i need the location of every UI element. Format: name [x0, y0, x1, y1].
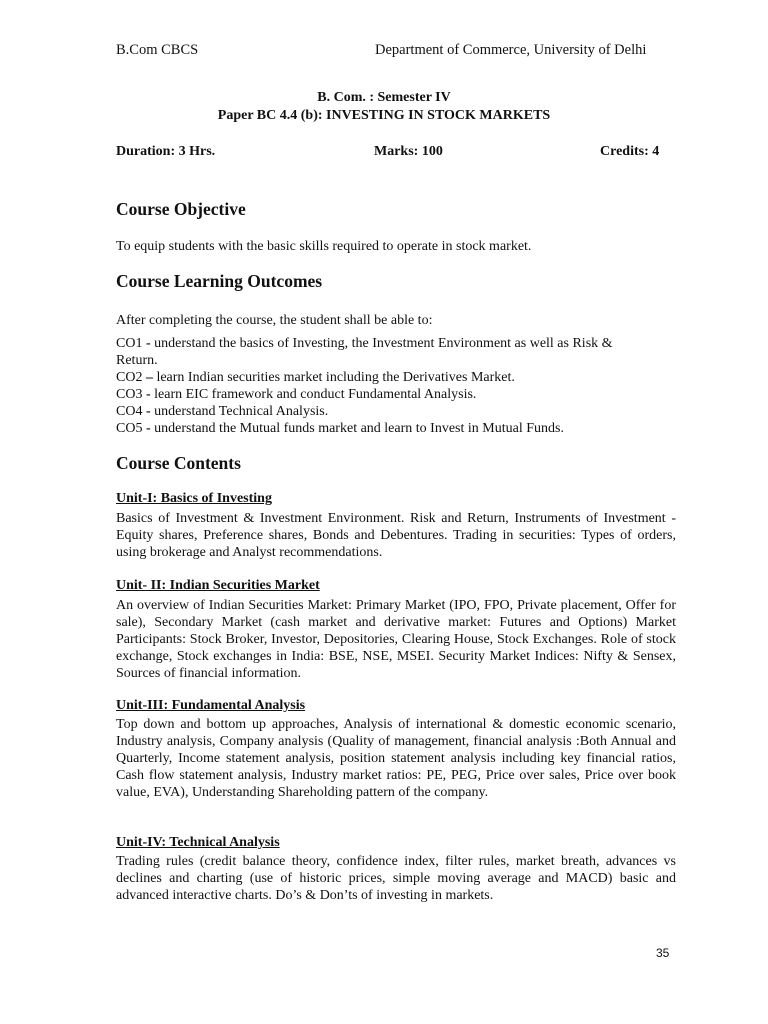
- contents-heading: Course Contents: [116, 453, 241, 473]
- outcome-sep: -: [142, 387, 155, 402]
- outcome-text: understand Technical Analysis.: [154, 404, 329, 419]
- unit-1-body: Basics of Investment & Investment Environment. Risk and Return, Instruments of Investment - Equity shares, Preference shares, Bonds and Debentures. Trading in securities: Types of orders, using brokerage and Analyst recommendations.: [116, 511, 676, 560]
- outcome-sep: -: [142, 421, 155, 436]
- unit-2-body: An overview of Indian Securities Market: Primary Market (IPO, FPO, Private placement, Offer for sale), Secondary Market (cash market and derivative market: Futures and Options) Market Participants: Stock Broker, Investor, Depositories, Clearing House, Stock Exchanges. Role of stock exchange, Stock exchanges in India: BSE, NSE, MSEI. Security Market Indices: Nifty & Sensex, Sources of financial information.: [116, 598, 676, 681]
- page-number: 35: [656, 946, 670, 960]
- outcome-item-cont: Return.: [116, 353, 158, 368]
- outcome-item: [116, 420, 676, 437]
- outcome-item: [116, 335, 676, 352]
- outcome-code: CO2: [116, 370, 143, 385]
- outcome-item: [116, 369, 676, 386]
- header-right: Department of Commerce, University of Delhi: [375, 42, 647, 58]
- objective-heading: Course Objective: [116, 199, 246, 219]
- outcome-text: learn EIC framework and conduct Fundamental Analysis.: [154, 387, 477, 402]
- credits: Credits: 4: [600, 144, 660, 159]
- outcome-text: learn Indian securities market including the Derivatives Market.: [156, 370, 515, 385]
- outcomes-heading: Course Learning Outcomes: [116, 271, 323, 291]
- unit-1-title: Unit-I: Basics of Investing: [116, 491, 272, 506]
- marks: Marks: 100: [374, 144, 443, 159]
- outcomes-intro: After completing the course, the student shall be able to:: [116, 313, 433, 328]
- outcomes-list: [116, 335, 676, 437]
- unit-4-body: Trading rules (credit balance theory, confidence index, filter rules, market breath, advances vs declines and charting (use of historic prices, simple moving average and MACD) basic and advanced interactive charts. Do’s & Don’ts of investing in markets.: [116, 854, 676, 903]
- unit-4-title: Unit-IV: Technical Analysis: [116, 835, 280, 850]
- course-semester: B. Com. : Semester IV: [317, 90, 451, 105]
- outcome-sep: -: [142, 404, 155, 419]
- outcome-code: CO1: [116, 336, 143, 351]
- objective-text: To equip students with the basic skills required to operate in stock market.: [116, 239, 532, 254]
- unit-2-title: Unit- II: Indian Securities Market: [116, 578, 320, 593]
- outcome-code: CO3: [116, 387, 143, 402]
- header-left: B.Com CBCS: [116, 42, 199, 58]
- outcome-sep: -: [142, 336, 155, 351]
- duration: Duration: 3 Hrs.: [116, 144, 216, 159]
- outcome-text: understand the basics of Investing, the Investment Environment as well as Risk &: [154, 336, 613, 351]
- outcome-text: understand the Mutual funds market and learn to Invest in Mutual Funds.: [154, 421, 564, 436]
- outcome-item: [116, 386, 676, 403]
- unit-3-body: Top down and bottom up approaches, Analysis of international & domestic economic scenario, Industry analysis, Company analysis (Quality of management, financial analysis :Both Annual and Quarterly, Income statement analysis, position statement analysis including key financial ratios, Cash flow statement analysis, Industry market ratios: PE, PEG, Price over sales, Price over book value, EVA), Understanding Shareholding pattern of the company.: [116, 717, 676, 800]
- unit-3-title: Unit-III: Fundamental Analysis: [116, 698, 306, 713]
- outcome-code: CO4: [116, 404, 143, 419]
- paper-title: Paper BC 4.4 (b): INVESTING IN STOCK MARKETS: [217, 108, 551, 123]
- outcome-code: CO5: [116, 421, 143, 436]
- outcome-item: [116, 403, 676, 420]
- outcome-sep: –: [142, 370, 157, 385]
